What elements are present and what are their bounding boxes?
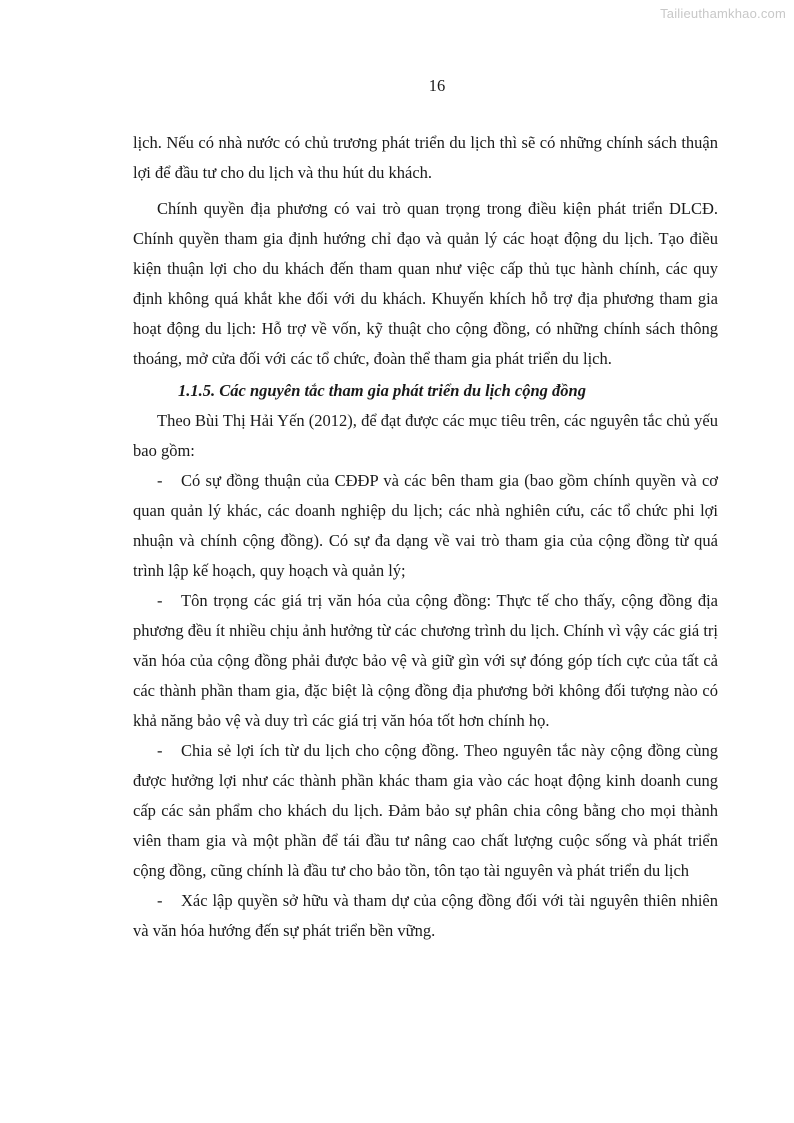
section-heading: 1.1.5. Các nguyên tắc tham gia phát triển du lịch cộng đồng xyxy=(178,381,586,400)
list-item xyxy=(133,736,718,886)
list-item-text: Xác lập quyền sở hữu và tham dự của cộng đồng đối với tài nguyên thiên nhiên và văn hóa hướng đến sự phát triển bền vững. xyxy=(133,891,718,940)
bullet-dash: - xyxy=(157,591,163,610)
paragraph-continuation: lịch. Nếu có nhà nước có chủ trương phát triển du lịch thì sẽ có những chính sách thuận lợi để đầu tư cho du lịch và thu hút du khách. xyxy=(133,133,718,182)
bullet-dash: - xyxy=(157,891,163,910)
document-body xyxy=(133,128,718,946)
list-item-text: Chia sẻ lợi ích từ du lịch cho cộng đồng. Theo nguyên tắc này cộng đồng cùng được hưởng lợi như các thành phần khác tham gia vào các hoạt động kinh doanh cung cấp các sản phẩm cho khách du lịch. Đảm bảo sự phân chia công bằng cho mọi thành viên tham gia và một phần để tái đầu tư nâng cao chất lượng cuộc sống và phát triển cộng đồng, cũng chính là đầu tư cho bảo tồn, tôn tạo tài nguyên và phát triển du lịch xyxy=(133,741,718,880)
watermark: Tailieuthamkhao.com xyxy=(660,6,786,21)
list-item xyxy=(133,466,718,586)
paragraph-intro: Theo Bùi Thị Hải Yến (2012), để đạt được các mục tiêu trên, các nguyên tắc chủ yếu bao gồm: xyxy=(133,411,718,460)
bullet-dash: - xyxy=(157,741,163,760)
bullet-dash: - xyxy=(157,471,163,490)
list-item-text: Tôn trọng các giá trị văn hóa của cộng đồng: Thực tế cho thấy, cộng đồng địa phương đều ít nhiều chịu ảnh hưởng từ các chương trình du lịch. Chính vì vậy các giá trị văn hóa của cộng đồng phải được bảo vệ và giữ gìn với sự đóng góp tích cực của tất cả các thành phần tham gia, đặc biệt là cộng đồng địa phương bởi không đối tượng nào có khả năng bảo vệ và duy trì các giá trị văn hóa tốt hơn chính họ. xyxy=(133,591,718,730)
list-item xyxy=(133,586,718,736)
list-item xyxy=(133,886,718,946)
list-item-text: Có sự đồng thuận của CĐĐP và các bên tham gia (bao gồm chính quyền và cơ quan quản lý khác, các doanh nghiệp du lịch; các nhà nghiên cứu, các tổ chức phi lợi nhuận và chính cộng đồng). Có sự đa dạng về vai trò tham gia của cộng đồng từ quá trình lập kế hoạch, quy hoạch và quản lý; xyxy=(133,471,718,580)
paragraph-local-government: Chính quyền địa phương có vai trò quan trọng trong điều kiện phát triển DLCĐ. Chính quyền tham gia định hướng chỉ đạo và quản lý các hoạt động du lịch. Tạo điều kiện thuận lợi cho du khách đến tham quan như việc cấp thủ tục hành chính, các quy định không quá khắt khe đối với du khách. Khuyến khích hỗ trợ địa phương tham gia hoạt động du lịch: Hỗ trợ về vốn, kỹ thuật cho cộng đồng, có những chính sách thông thoáng, mở cửa đối với các tổ chức, đoàn thể tham gia phát triển du lịch. xyxy=(133,199,718,368)
page-number: 16 xyxy=(428,76,446,95)
